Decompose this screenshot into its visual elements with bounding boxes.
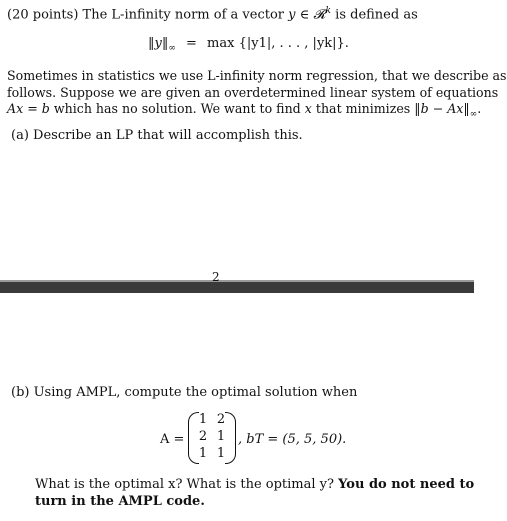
bold-note-1: You do not need to (338, 477, 475, 492)
header-intro: The L-infinity norm of a vector (82, 7, 284, 23)
var-y: y (288, 7, 296, 23)
header-tail: is defined as (335, 7, 418, 23)
vector-b-definition: , bT = (5, 5, 50). (238, 432, 347, 447)
bold-note-2: turn in the AMPL code. (35, 494, 205, 509)
objective-inf: ∞ (469, 109, 478, 120)
matrix-cell: 2 (198, 429, 208, 444)
line3-minimizes: that minimizes (315, 101, 411, 116)
norm-inf: ∞ (168, 43, 176, 54)
in-symbol: ∈ (299, 7, 310, 23)
norm-eq: = (186, 36, 197, 51)
part-a-label: (a) Describe an LP that will accomplish this. (11, 128, 303, 143)
line3-period: . (477, 101, 482, 116)
matrix-cell: 1 (216, 446, 226, 461)
var-x: x (304, 101, 312, 116)
norm-lhs: ‖y‖ (148, 36, 169, 51)
eq-Ax-b: Ax = b (7, 101, 50, 116)
points-label: (20 points) (7, 7, 79, 23)
paragraph-line-1: Sometimes in statistics we use L-infinity norm regression, that we describe as (7, 68, 507, 83)
problem-header (7, 3, 418, 23)
norm-definition (148, 36, 349, 57)
matrix-cell: 1 (198, 412, 208, 427)
matrix-cell: 1 (216, 429, 226, 444)
matrix-cell: 1 (198, 446, 208, 461)
norm-rhs: max {|y1|, . . . , |yk|}. (207, 36, 349, 51)
part-b-label: (b) Using AMPL, compute the optimal solution when (11, 385, 358, 400)
dim-k: k (325, 6, 332, 16)
space-symbol: 𝓡 (313, 7, 326, 23)
paragraph-line-2: follows. Suppose we are given an overdetermined linear system of equations (7, 85, 499, 100)
objective-norm: ‖b − Ax‖ (414, 101, 470, 116)
matrix-cell: 2 (216, 412, 226, 427)
question-line-1 (35, 477, 474, 493)
matrix-A-label: A = (160, 432, 185, 447)
matrix-A (188, 410, 236, 466)
paragraph-line-3 (7, 101, 481, 123)
page-separator (0, 282, 474, 293)
line3-text: which has no solution. We want to find (53, 101, 301, 116)
page-number: 2 (212, 270, 220, 284)
question-text: What is the optimal x? What is the optimal y? (35, 477, 334, 492)
